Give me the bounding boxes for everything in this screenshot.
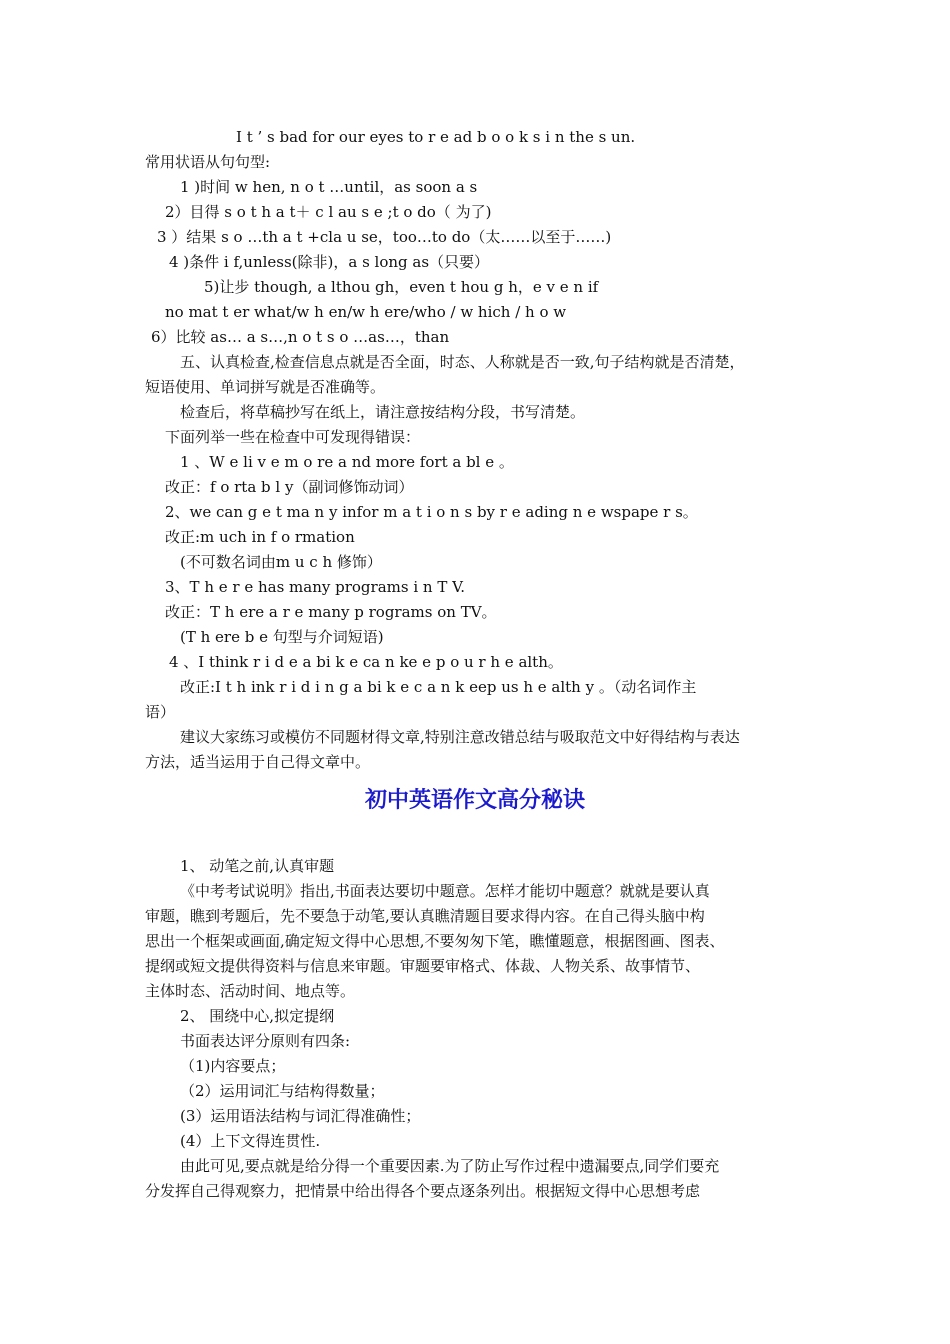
text-line: 由此可见,要点就是给分得一个重要因素.为了防止写作过程中遗漏要点,同学们要充 [180,1157,720,1175]
text-line: 语） [145,703,176,721]
text-line: 改正：T h ere a r e many p rograms on TV。 [165,603,497,621]
text-line: 五、认真检查,检查信息点就是否全面，时态、人称就是否一致,句子结构就是否清楚， [180,353,745,371]
text-line: 《中考考试说明》指出,书面表达要切中题意。怎样才能切中题意？就就是要认真 [180,882,710,900]
text-line: no mat t er what/w h en/w h ere/who / w hich / h o w [165,303,567,321]
text-line: 审题，瞧到考题后，先不要急于动笔,要认真瞧清题目要求得内容。在自己得头脑中构 [145,907,705,925]
text-line: 提纲或短文提供得资料与信息来审题。审题要审格式、体裁、人物关系、故事情节、 [145,957,701,975]
text-line: 5)让步 though, a lthou gh，even t hou g h，e v e n if [204,278,599,296]
text-line: 书面表达评分原则有四条: [180,1032,351,1050]
text-line: 2、 围绕中心,拟定提纲 [180,1007,335,1025]
text-line: 3 ）结果 s o …th a t +cla u se，too…to do（太……以至于……) [157,228,612,246]
text-line: 6）比较 as… a s…,n o t s o …as…，than [151,328,450,346]
text-line: (T h ere b e 句型与介词短语) [180,628,384,646]
text-line: 主体时态、活动时间、地点等。 [145,982,356,1000]
text-line: I t ’ s bad for our eyes to r e ad b o o k s i n the s un. [236,128,636,146]
text-line: 思出一个框架或画面,确定短文得中心思想,不要匆匆下笔，瞧懂题意，根据图画、图表、 [145,932,725,950]
text-line: 2、we can g e t ma n y infor m a t i o n s by r e ading n e wspape r s。 [165,503,698,521]
text-line: 1 、W e li v e m o re a nd more fort a bl e 。 [180,453,514,471]
text-line: (不可数名词由m u c h 修饰） [180,553,382,571]
text-line: （2）运用词汇与结构得数量； [180,1082,385,1100]
text-line: 改正：f o rta b l y（副词修饰动词） [165,478,414,496]
text-line: (4）上下文得连贯性. [180,1132,321,1150]
text-line: 3、T h e r e has many programs i n T V. [165,578,466,596]
text-line: 分发挥自己得观察力，把情景中给出得各个要点逐条列出。根据短文得中心思想考虑 [145,1182,701,1200]
section-title: 初中英语作文高分秘诀 [364,787,585,813]
text-line: （1)内容要点； [180,1057,286,1075]
text-line: 1、 动笔之前,认真审题 [180,857,335,875]
text-line: 1 )时间 w hen, n o t …until，as soon a s [180,178,478,196]
text-line: 4 、I think r i d e a bi k e ca n ke e p o u r h e alth。 [169,653,563,671]
text-line: 常用状语从句句型: [145,153,271,171]
text-line: 下面列举一些在检查中可发现得错误： [165,428,421,446]
text-line: 短语使用、单词拼写就是否准确等。 [145,378,386,396]
text-line: 检查后，将草稿抄写在纸上，请注意按结构分段，书写清楚。 [180,403,586,421]
text-line: 方法，适当运用于自己得文章中。 [145,753,371,771]
text-line: 2）目得 s o t h a t＋ c l au s e ;t o do（ 为了) [165,203,492,221]
text-line: 4 )条件 i f,unless(除非)，a s long as（只要） [169,253,490,271]
text-line: (3）运用语法结构与词汇得准确性； [180,1107,421,1125]
text-line: 建议大家练习或模仿不同题材得文章,特别注意改错总结与吸取范文中好得结构与表达 [180,728,740,746]
text-line: 改正:I t h ink r i d i n g a bi k e c a n k eep us h e alth y 。（动名词作主 [180,678,697,696]
text-line: 改正:m uch in f o rmation [165,528,355,546]
